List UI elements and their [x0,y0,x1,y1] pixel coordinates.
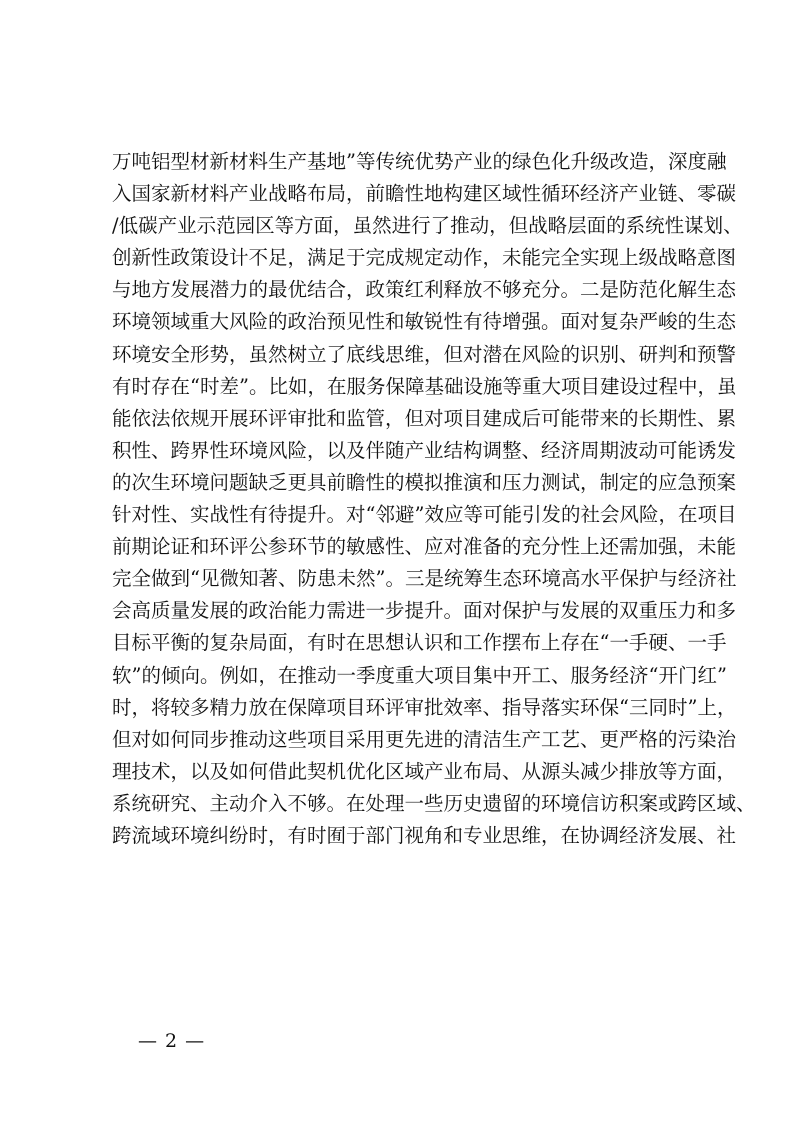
text-line: 针对性、实战性有待提升。对“邻避”效应等可能引发的社会风险，在项目 [112,503,737,527]
text-line: 的次生环境问题缺乏更具前瞻性的模拟推演和压力测试，制定的应急预案 [112,470,737,494]
text-line: 软”的倾向。例如，在推动一季度重大项目集中开工、服务经济“开门红” [112,663,727,687]
text-line: 理技术，以及如何借此契机优化区域产业布局、从源头减少排放等方面， [112,759,737,783]
text-line: 积性、跨界性环境风险，以及伴随产业结构调整、经济周期波动可能诱发 [112,438,737,462]
text-line: 万吨铝型材新材料生产基地”等传统优势产业的绿色化升级改造，深度融 [112,150,727,173]
text-line: 时，将较多精力放在保障项目环评审批效率、指导落实环保“三同时”上， [112,695,737,719]
text-line: 能依法依规开展环评审批和监管，但对项目建成后可能带来的长期性、累 [112,406,737,430]
text-line: 入国家新材料产业战略布局，前瞻性地构建区域性循环经济产业链、零碳 [112,182,737,206]
text-line: 跨流域环境纠纷时，有时囿于部门视角和专业思维，在协调经济发展、社 [112,823,737,847]
page-number: — 2 — [138,1030,206,1052]
text-line: 系统研究、主动介入不够。在处理一些历史遗留的环境信访积案或跨区域、 [112,791,756,815]
text-line: 目标平衡的复杂局面，有时在思想认识和工作摆布上存在“一手硬、一手 [112,631,727,655]
text-line: 创新性政策设计不足，满足于完成规定动作，未能完全实现上级战略意图 [112,246,737,270]
body-text [112,146,756,852]
text-line: 但对如何同步推动这些项目采用更先进的清洁生产工艺、更严格的污染治 [112,727,737,751]
text-line: /低碳产业示范园区等方面，虽然进行了推动，但战略层面的系统性谋划、 [112,214,743,238]
text-line: 前期论证和环评公参环节的敏感性、应对准备的充分性上还需加强，未能 [112,535,737,559]
text-line: 有时存在“时差”。比如，在服务保障基础设施等重大项目建设过程中，虽 [112,374,737,398]
text-line: 完全做到“见微知著、防患未然”。三是统筹生态环境高水平保护与经济社 [112,567,737,591]
text-line: 环境安全形势，虽然树立了底线思维，但对潜在风险的识别、研判和预警 [112,342,737,366]
text-line: 会高质量发展的政治能力需进一步提升。面对保护与发展的双重压力和多 [112,599,737,623]
text-line: 与地方发展潜力的最优结合，政策红利释放不够充分。二是防范化解生态 [112,278,737,302]
text-line: 环境领域重大风险的政治预见性和敏锐性有待增强。面对复杂严峻的生态 [112,310,737,334]
